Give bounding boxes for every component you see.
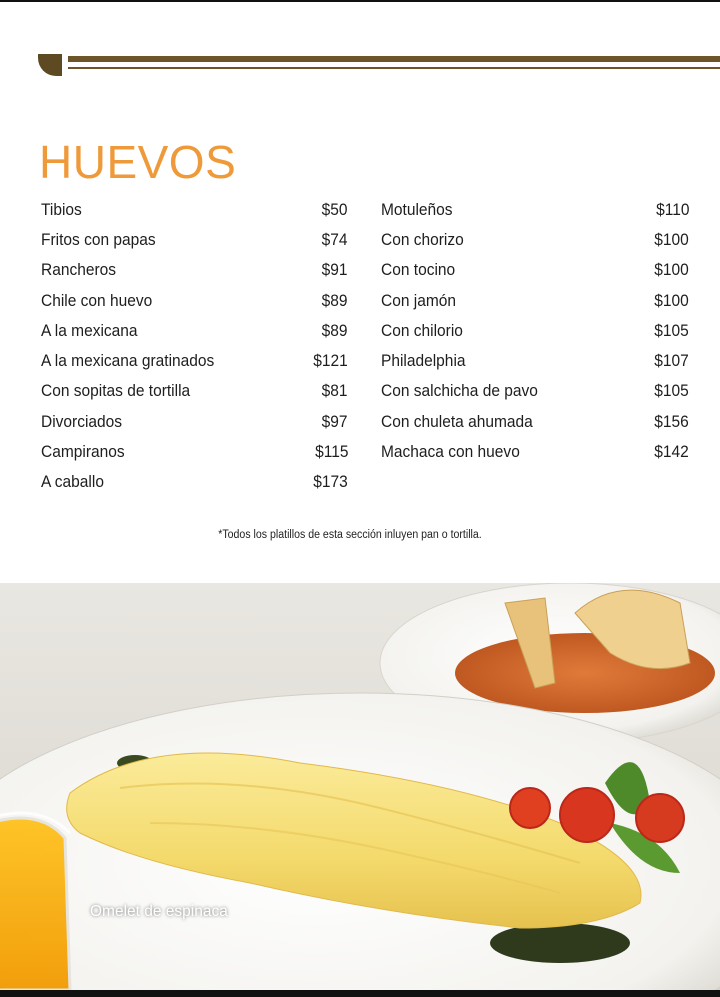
item-name: Campiranos [41, 443, 125, 462]
menu-item [41, 256, 348, 286]
item-price: $115 [314, 443, 348, 462]
item-price: $50 [322, 200, 348, 219]
item-price: $74 [322, 230, 348, 249]
menu-item [41, 316, 348, 346]
menu-item [41, 225, 348, 255]
item-name: A la mexicana [41, 321, 138, 340]
rule-line-thin [68, 67, 720, 69]
item-name: Divorciados [41, 412, 123, 431]
bottom-border [0, 990, 720, 997]
menu-item [41, 468, 348, 498]
item-name: Con salchicha de pavo [381, 382, 538, 401]
item-price: $105 [654, 321, 689, 340]
item-price: $121 [313, 352, 348, 371]
item-name: Chile con huevo [41, 291, 153, 310]
item-price: $89 [322, 321, 348, 340]
item-price: $97 [322, 412, 348, 431]
item-price: $100 [654, 261, 689, 280]
item-name: Con chuleta ahumada [381, 412, 533, 431]
item-price: $100 [654, 230, 689, 249]
item-price: $107 [654, 352, 689, 371]
rule-tab-ornament [38, 54, 62, 76]
item-price: $105 [654, 382, 689, 401]
item-price: $142 [654, 443, 689, 462]
item-name: Tibios [41, 200, 82, 219]
menu-item [41, 286, 348, 316]
item-price: $173 [313, 473, 348, 492]
item-name: Con sopitas de tortilla [41, 382, 191, 401]
item-price: $89 [322, 291, 348, 310]
section-title: HUEVOS [39, 135, 237, 188]
menu-item [381, 377, 689, 407]
menu-item [41, 437, 348, 467]
menu-item [41, 407, 348, 437]
food-photo [0, 583, 720, 990]
menu-item [41, 377, 348, 407]
menu-item [381, 346, 689, 376]
item-name: Con jamón [381, 291, 457, 310]
item-name: Rancheros [41, 261, 117, 280]
menu-item [381, 256, 689, 286]
item-name: Fritos con papas [41, 230, 156, 249]
item-name: A caballo [41, 473, 104, 492]
item-price: $91 [322, 261, 348, 280]
item-price: $100 [654, 291, 689, 310]
footnote: *Todos los platillos de esta sección inluyen pan o tortilla. [218, 529, 482, 541]
item-price: $110 [655, 200, 689, 219]
rule-line-thick [68, 56, 720, 62]
item-price: $81 [322, 382, 348, 401]
header-rule [38, 52, 720, 78]
menu-column-left [41, 195, 348, 498]
menu-item [381, 225, 689, 255]
photo-caption: Omelet de espinaca [90, 903, 228, 920]
menu-item [381, 407, 689, 437]
menu-item [381, 195, 689, 225]
menu-column-right [381, 195, 689, 468]
menu-item [381, 286, 689, 316]
menu-item [381, 437, 689, 467]
item-name: Motuleños [381, 200, 453, 219]
menu-item [41, 346, 348, 376]
item-name: Con chilorio [381, 321, 463, 340]
item-price: $156 [654, 412, 689, 431]
omelet-illustration [0, 583, 720, 990]
item-name: Con tocino [381, 261, 456, 280]
item-name: Con chorizo [381, 230, 464, 249]
menu-item [41, 195, 348, 225]
menu-item [381, 316, 689, 346]
top-border [0, 0, 720, 2]
item-name: Machaca con huevo [381, 443, 520, 462]
item-name: Philadelphia [381, 352, 466, 371]
item-name: A la mexicana gratinados [41, 352, 215, 371]
